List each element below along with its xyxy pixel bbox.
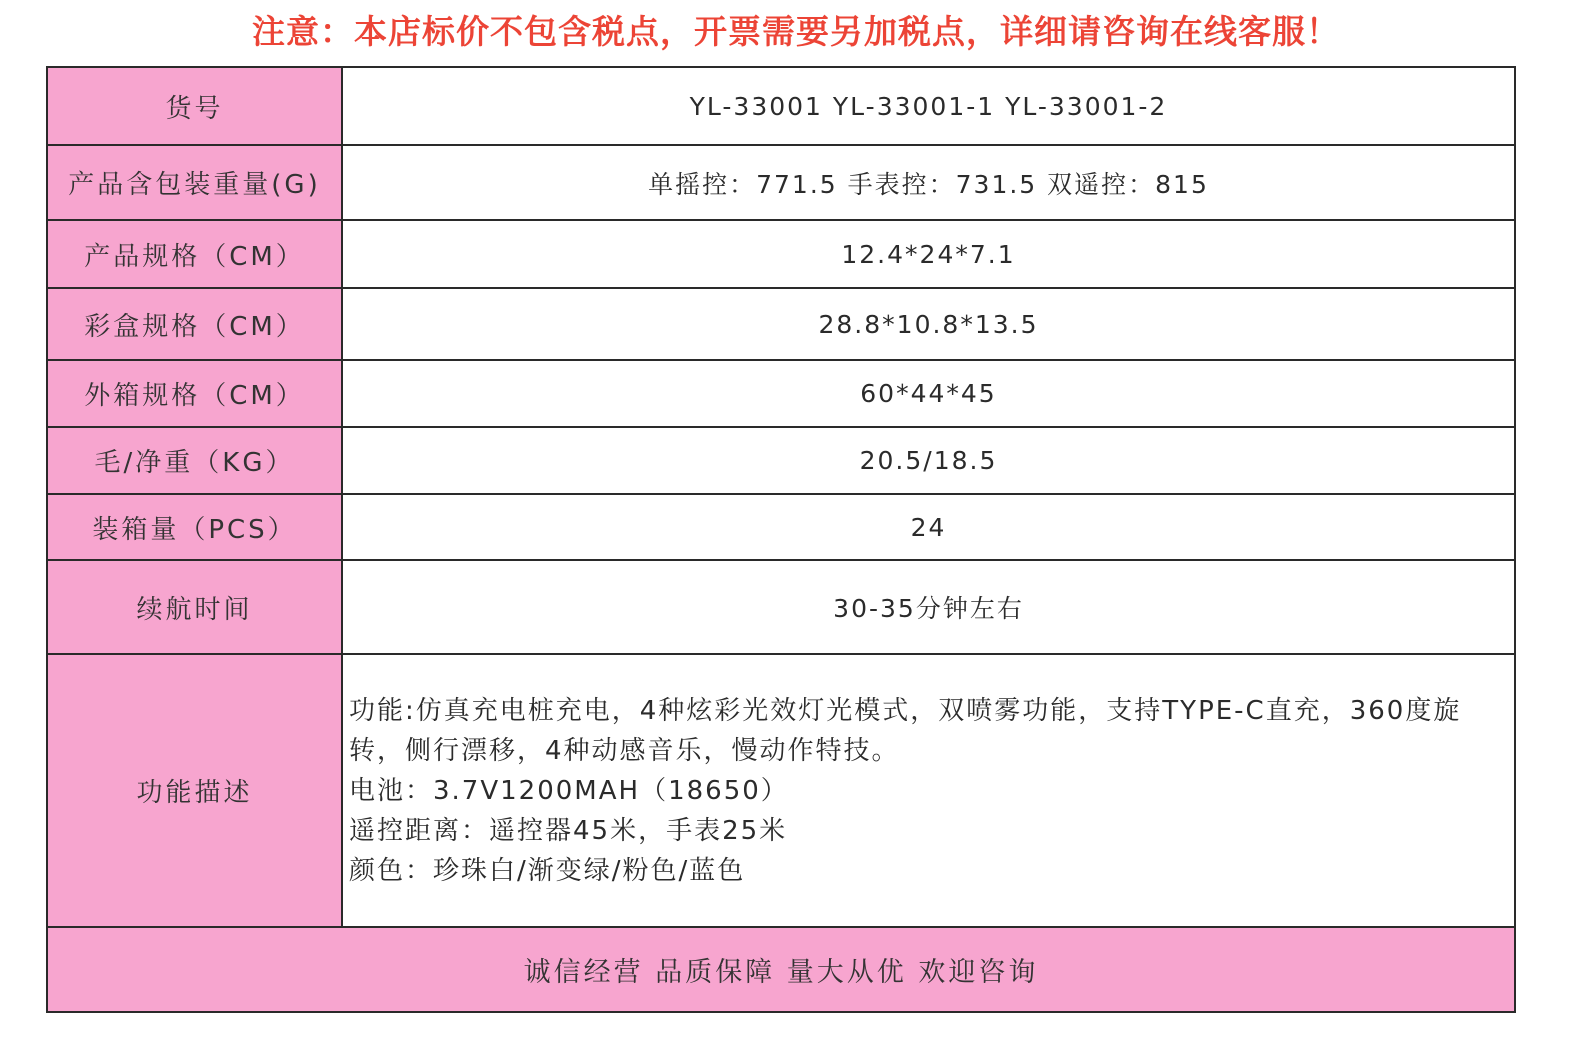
table-row: [47, 67, 1515, 145]
table-row: [47, 654, 1515, 927]
value-carton-quantity: 24: [342, 494, 1515, 560]
value-battery-life: 30-35分钟左右: [342, 560, 1515, 654]
value-gross-net-weight: 20.5/18.5: [342, 427, 1515, 494]
table-row: [47, 927, 1515, 1012]
description-remote-range: 遥控距离：遥控器45米，手表25米: [349, 815, 788, 846]
label-product-size: 产品规格（CM）: [47, 220, 342, 288]
description-features: 功能:仿真充电桩充电，4种炫彩光效灯光模式，双喷雾功能，支持TYPE-C直充，360度旋转，侧行漂移，4种动感音乐，慢动作特技。: [349, 695, 1462, 766]
label-gross-net-weight: 毛/净重（KG）: [47, 427, 342, 494]
description-colors: 颜色：珍珠白/渐变绿/粉色/蓝色: [349, 855, 746, 886]
description-battery: 电池：3.7V1200MAH（18650）: [349, 775, 789, 806]
label-carton-quantity: 装箱量（PCS）: [47, 494, 342, 560]
label-box-size: 彩盒规格（CM）: [47, 288, 342, 360]
label-package-weight: 产品含包装重量(G): [47, 145, 342, 220]
notice-banner: 注意：本店标价不包含税点，开票需要另加税点，详细请咨询在线客服！: [252, 12, 1340, 51]
label-item-number: 货号: [47, 67, 342, 145]
value-box-size: 28.8*10.8*13.5: [342, 288, 1515, 360]
table-row: [47, 220, 1515, 288]
value-product-size: 12.4*24*7.1: [342, 220, 1515, 288]
table-row: [47, 494, 1515, 560]
value-function-description: [342, 654, 1515, 927]
table-row: [47, 560, 1515, 654]
label-battery-life: 续航时间: [47, 560, 342, 654]
label-carton-size: 外箱规格（CM）: [47, 360, 342, 427]
value-carton-size: 60*44*45: [342, 360, 1515, 427]
footer-slogan: 诚信经营 品质保障 量大从优 欢迎咨询: [47, 927, 1515, 1012]
spec-table: [46, 66, 1516, 1013]
table-row: [47, 288, 1515, 360]
table-row: [47, 145, 1515, 220]
table-row: [47, 427, 1515, 494]
value-package-weight: 单摇控：771.5 手表控：731.5 双遥控：815: [342, 145, 1515, 220]
label-function-description: 功能描述: [47, 654, 342, 927]
table-row: [47, 360, 1515, 427]
value-item-number: YL-33001 YL-33001-1 YL-33001-2: [342, 67, 1515, 145]
